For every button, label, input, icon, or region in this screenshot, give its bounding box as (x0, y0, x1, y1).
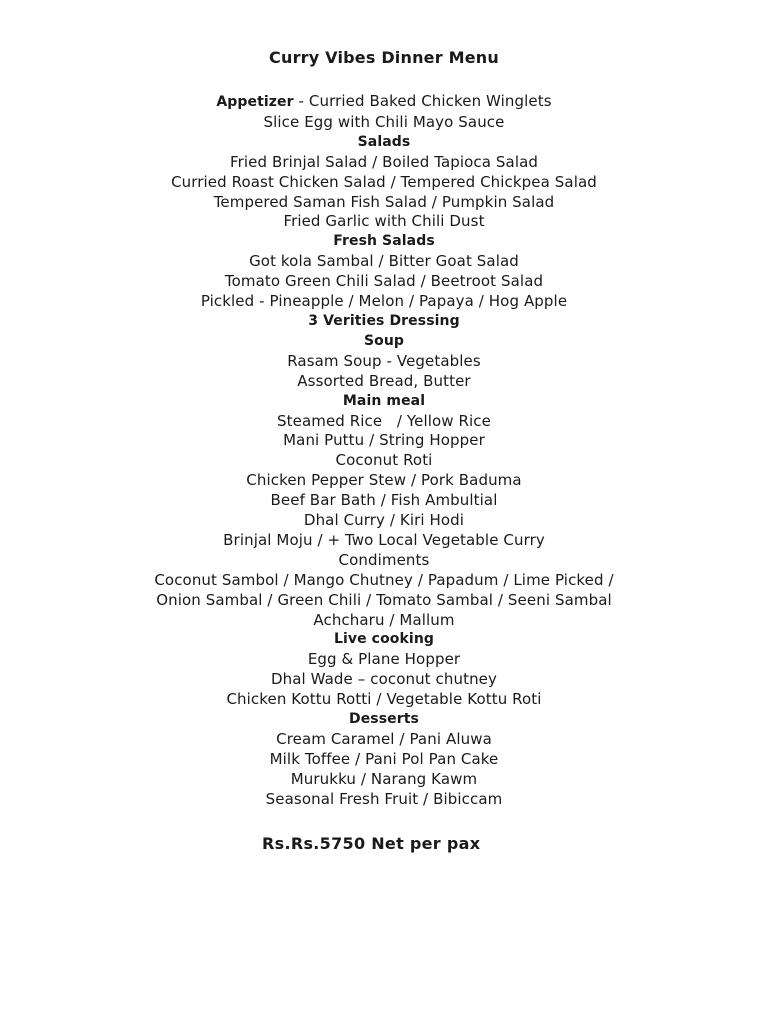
section-heading: Live cooking (333, 631, 435, 648)
menu-item-line: Coconut Sambol / Mango Chutney / Papadum / Lime Picked / (154, 570, 614, 589)
menu-title: Curry Vibes Dinner Menu (269, 48, 499, 67)
section-heading: Main meal (342, 392, 426, 409)
menu-item-line: Fried Brinjal Salad / Boiled Tapioca Salad (229, 152, 539, 171)
section-heading: Desserts (348, 711, 419, 728)
menu-item-line: Assorted Bread, Butter (297, 371, 471, 390)
menu-item-line: Tomato Green Chili Salad / Beetroot Salad (224, 272, 544, 291)
menu-item-line: Got kola Sambal / Bitter Goat Salad (249, 252, 519, 271)
menu-item-line: Cream Caramel / Pani Aluwa (276, 730, 492, 748)
appetizer-line (0, 92, 768, 113)
menu-item-line: Pickled - Pineapple / Melon / Papaya / Hog Apple (200, 292, 568, 311)
menu-item-line: Curried Roast Chicken Salad / Tempered Chickpea Salad (171, 172, 597, 191)
menu-item-line: Fried Garlic with Chili Dust (283, 212, 485, 231)
menu-item-line: Coconut Roti (335, 451, 433, 470)
menu-item-line: Dhal Wade – coconut chutney (270, 670, 497, 689)
menu-item-line: Seasonal Fresh Fruit / Bibiccam (265, 789, 503, 808)
section-heading: Fresh Salads (333, 233, 435, 250)
menu-item-line: Chicken Kottu Rotti / Vegetable Kottu Roti (226, 690, 542, 709)
menu-item-line: Rasam Soup - Vegetables (287, 351, 481, 370)
price-line: Rs.Rs.5750 Net per pax (262, 834, 481, 853)
menu-item-line: Beef Bar Bath / Fish Ambultial (270, 491, 498, 510)
menu-item-line: Brinjal Moju / + Two Local Vegetable Curry (223, 530, 545, 549)
menu-item-line: Tempered Saman Fish Salad / Pumpkin Salad (213, 192, 555, 211)
menu-item-line: Steamed Rice / Yellow Rice (277, 411, 491, 430)
menu-item-line: Chicken Pepper Stew / Pork Baduma (246, 471, 522, 490)
appetizer-label: Appetizer (216, 94, 294, 110)
menu-item-line: Condiments (338, 550, 430, 569)
menu-item-line: Egg & Plane Hopper (307, 650, 461, 669)
menu-item-line: Mani Puttu / String Hopper (283, 431, 485, 450)
menu-item-line: Onion Sambal / Green Chili / Tomato Sambal / Seeni Sambal (156, 590, 612, 609)
section-heading: 3 Verities Dressing (308, 312, 460, 329)
menu-item-line: Murukku / Narang Kawm (290, 769, 478, 788)
menu-item-line: Achcharu / Mallum (313, 610, 455, 629)
section-heading: Salads (357, 133, 411, 150)
menu-item-line: Dhal Curry / Kiri Hodi (303, 511, 465, 530)
menu-body (0, 92, 768, 810)
section-heading: Soup (363, 332, 405, 349)
menu-item-line: Milk Toffee / Pani Pol Pan Cake (269, 749, 499, 768)
appetizer-text: - Curried Baked Chicken Winglets (293, 92, 552, 110)
menu-item-line: Slice Egg with Chili Mayo Sauce (263, 112, 505, 131)
